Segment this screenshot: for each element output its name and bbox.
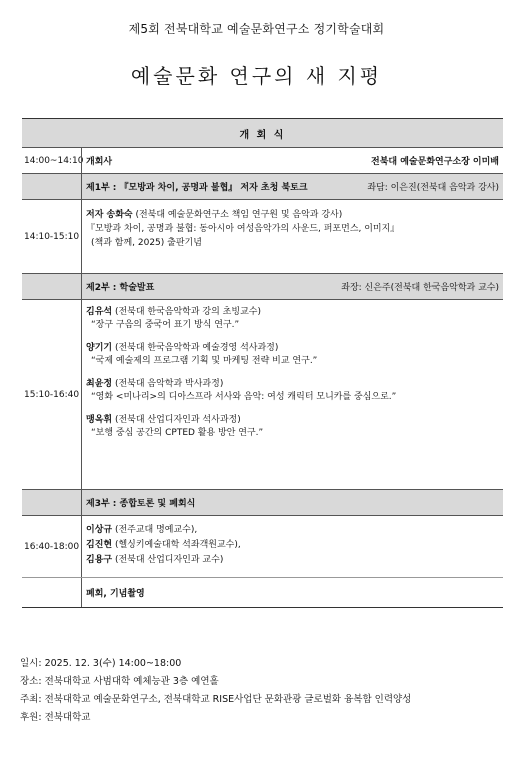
opening-speaker: 전북대 예술문화연구소장 이미배	[371, 157, 499, 167]
presenter-name: 맹옥휘	[86, 415, 113, 425]
closing-row	[22, 577, 503, 607]
presenter-name: 김유석	[86, 307, 113, 317]
event-venue: 장소: 전북대학교 사범대학 예체능관 3층 예연홀	[20, 676, 219, 687]
opening-time: 14:00~14:10	[24, 155, 84, 166]
presenter-1	[86, 306, 499, 332]
presenter-affiliation: (전북대 음악학과 박사과정)	[112, 379, 224, 389]
presenter-name: 최윤정	[86, 379, 113, 389]
session1-title: 제1부 : 『모방과 차이, 공명과 불협』 저자 초청 북토크	[86, 183, 308, 193]
panelist-name: 김진현	[86, 540, 113, 550]
event-info	[20, 655, 411, 727]
presenter-affiliation: (전북대 한국음악학과 강의 초빙교수)	[112, 307, 261, 317]
panelist-name: 이상규	[86, 525, 113, 535]
presenter-topic: “영화 <미나리>의 디아스프라 서사와 음악: 여성 캐릭터 모니카를 중심으로.”	[91, 392, 397, 402]
panelist-affiliation: (헬싱키예술대학 석좌객원교수),	[112, 540, 241, 550]
panelist-2	[86, 538, 499, 553]
presenter-name: 양기기	[86, 343, 113, 353]
page-title: 예술문화 연구의 새 지평	[130, 64, 383, 88]
author-name: 저자 송화숙	[86, 210, 133, 220]
book-note: (책과 함께, 2025) 출판기념	[91, 238, 202, 248]
presenter-affiliation: (전북대 산업디자인과 석사과정)	[112, 415, 241, 425]
session2-row	[22, 299, 503, 489]
panelist-1	[86, 523, 499, 538]
program-table	[22, 118, 503, 608]
session2-chair: 좌장: 신은주(전북대 한국음악학과 교수)	[341, 283, 499, 293]
session2-title: 제2부 : 학술발표	[86, 283, 155, 293]
presenter-3	[86, 378, 499, 404]
opening-header	[22, 119, 503, 147]
conference-name: 제5회 전북대학교 예술문화연구소 정기학술대회	[128, 22, 385, 36]
session2-time: 15:10-16:40	[24, 389, 80, 400]
panelist-affiliation: (전북대 산업디자인과 교수)	[112, 555, 224, 565]
presenter-topic: “보행 중심 공간의 CPTED 활용 방안 연구.”	[91, 428, 264, 438]
presenter-affiliation: (전북대 한국음악학과 예술경영 석사과정)	[112, 343, 279, 353]
presenter-topic: “장구 구음의 중국어 표기 방식 연구.”	[91, 320, 240, 330]
session3-header	[22, 489, 503, 515]
author-affiliation: (전북대 예술문화연구소 책임 연구원 및 음악과 강사)	[132, 210, 343, 220]
event-host: 주최: 전북대학교 예술문화연구소, 전북대학교 RISE사업단 문화관광 글로벌화 융복합 인력양성	[20, 694, 412, 705]
session2-header	[22, 273, 503, 299]
presenter-topic: “국제 예술제의 프로그램 기획 및 마케팅 전략 비교 연구.”	[91, 356, 318, 366]
session3-row	[22, 515, 503, 577]
session1-chair: 좌담: 이은진(전북대 음악과 강사)	[367, 183, 499, 193]
opening-label: 개회사	[86, 157, 113, 167]
session3-title: 제3부 : 종합토론 및 폐회식	[86, 499, 196, 509]
closing-label: 폐회, 기념촬영	[86, 589, 145, 599]
panelist-name: 김용구	[86, 555, 113, 565]
session1-row	[22, 199, 503, 273]
book-title: 『모방과 차이, 공명과 불협: 동아시아 여성음악가의 사운드, 퍼포먼스, 이미지』	[86, 224, 400, 234]
panelist-3	[86, 553, 499, 568]
opening-header-label: 개 회 식	[239, 129, 286, 141]
event-date: 일시: 2025. 12. 3(수) 14:00~18:00	[20, 658, 182, 669]
session3-time: 16:40-18:00	[24, 541, 80, 552]
opening-row	[22, 147, 503, 173]
event-sponsor: 후원: 전북대학교	[20, 712, 91, 723]
session1-time: 14:10-15:10	[24, 231, 80, 242]
presenter-4	[86, 414, 499, 440]
session1-header	[22, 173, 503, 199]
panelist-affiliation: (전주교대 명예교수),	[112, 525, 198, 535]
presenter-2	[86, 342, 499, 368]
